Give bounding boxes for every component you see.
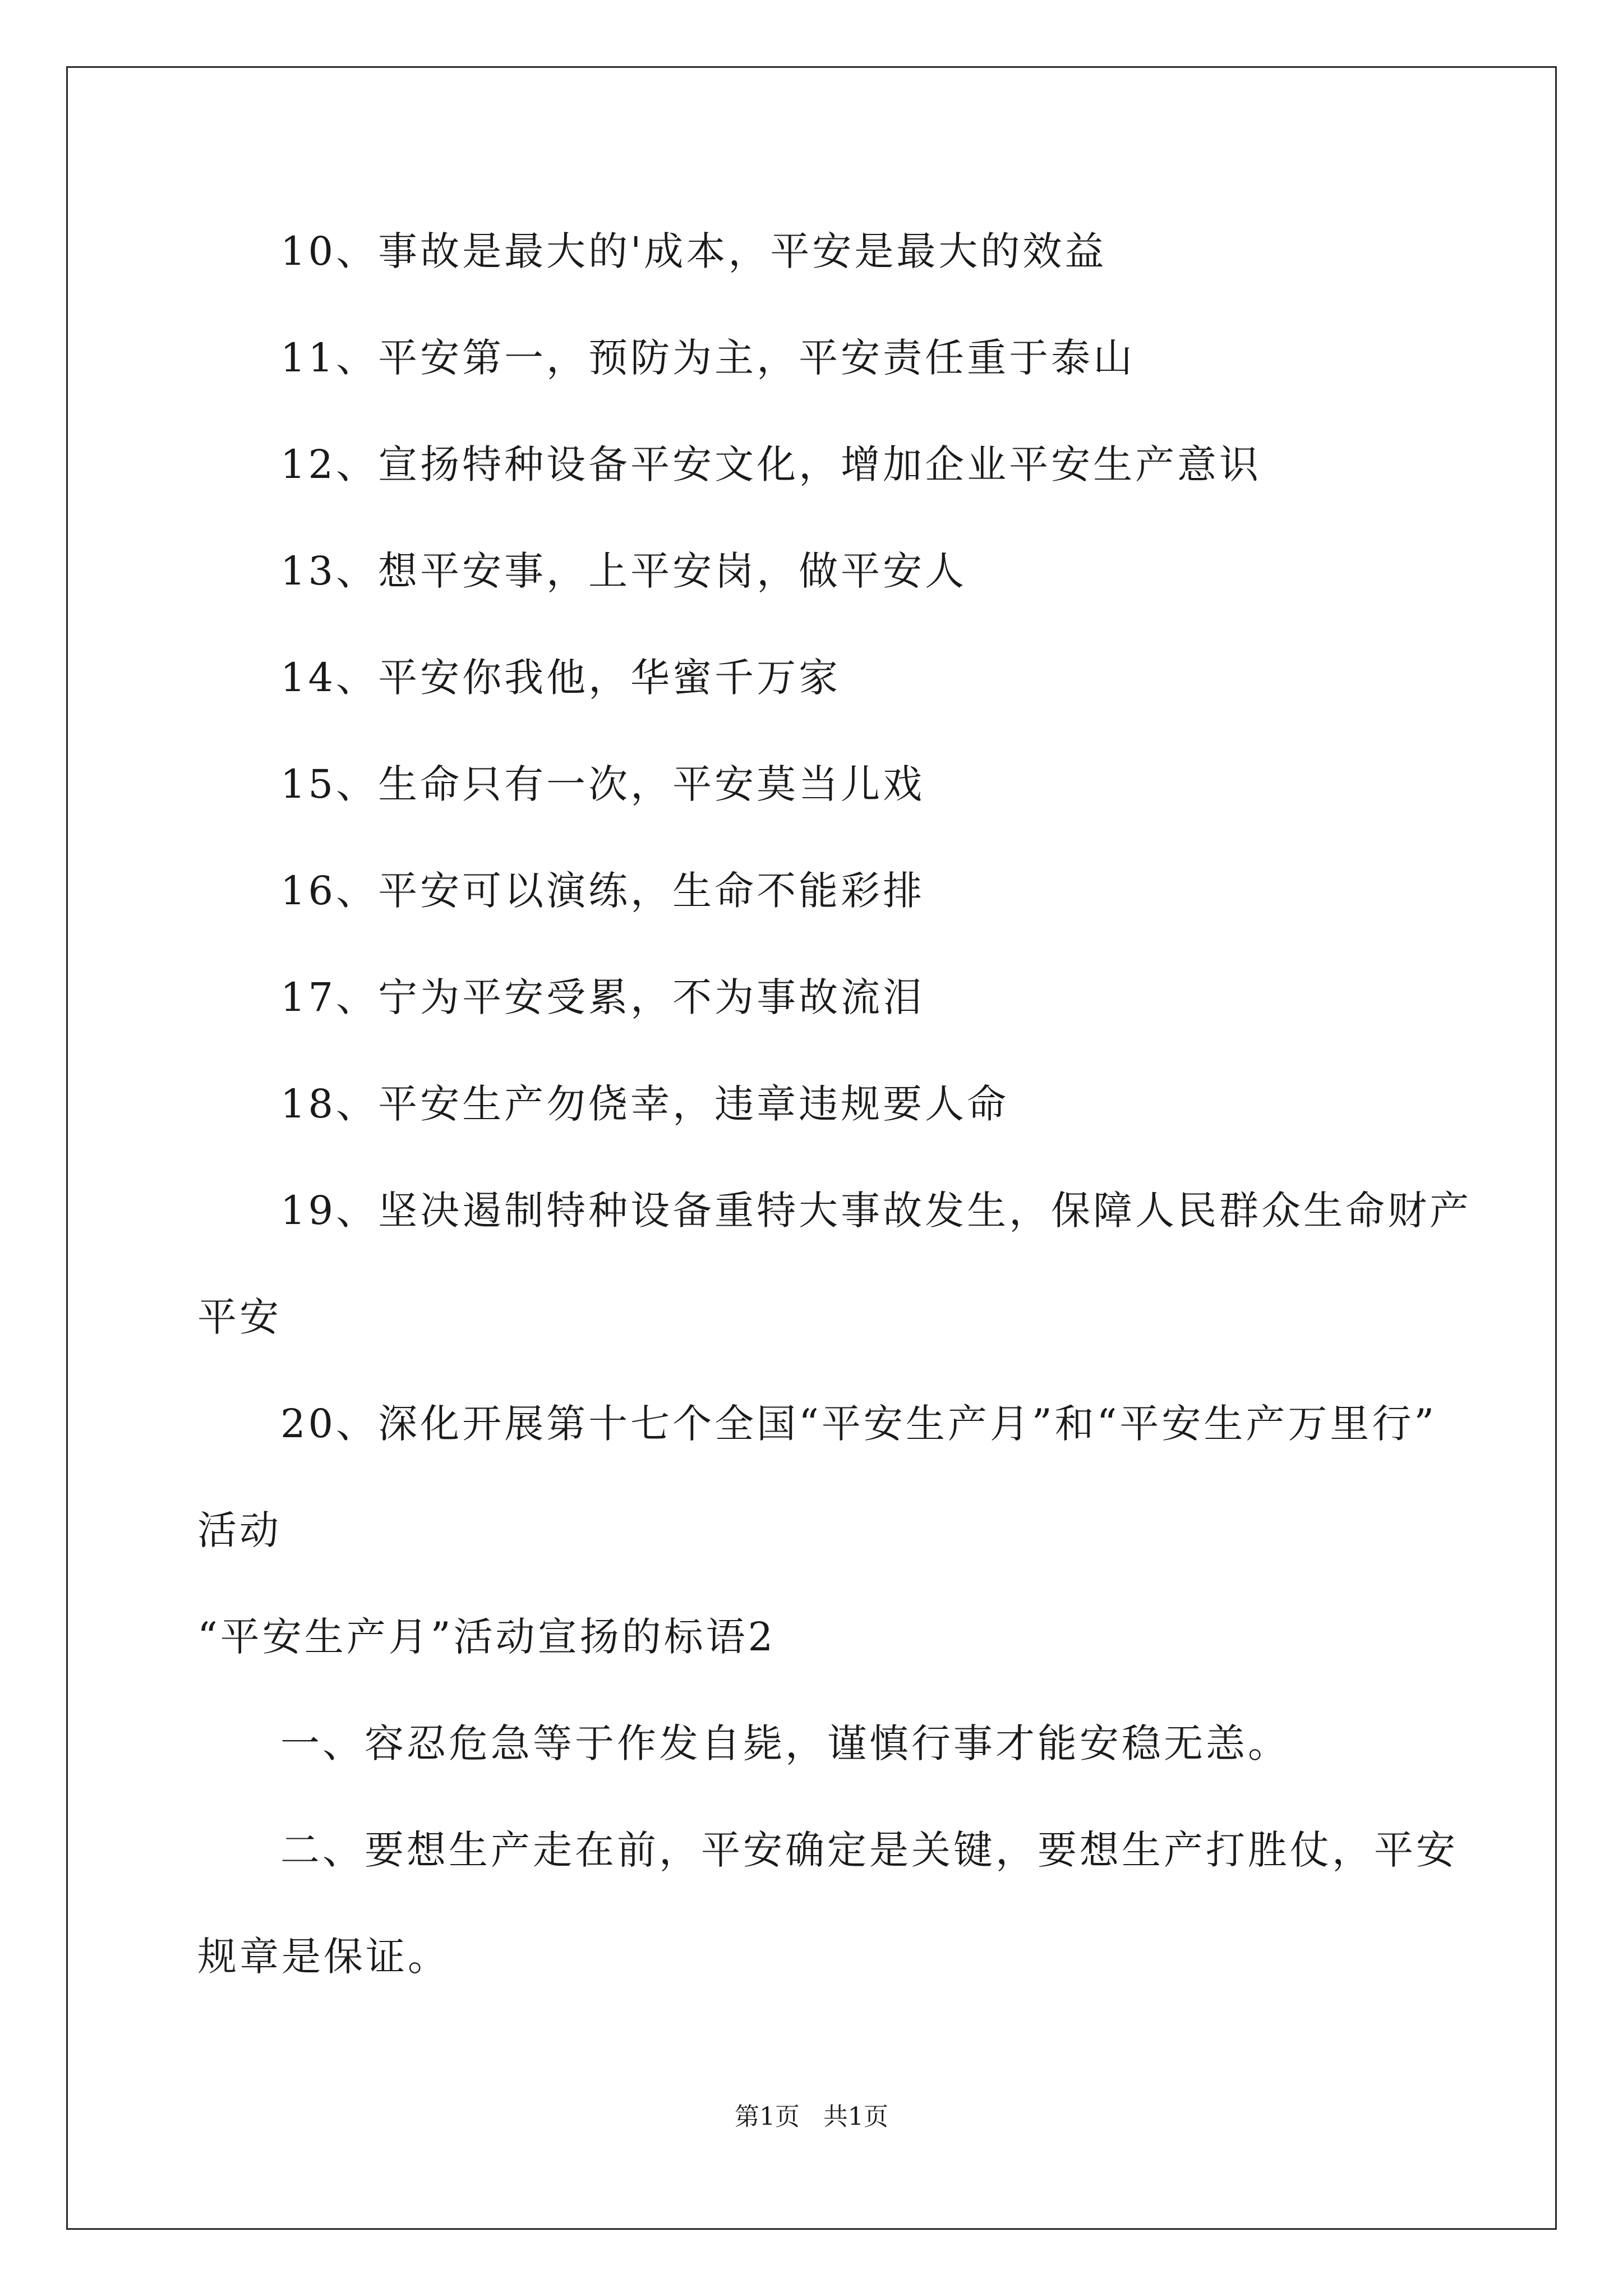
slogan-line-12: 12、宣扬特种设备平安文化，增加企业平安生产意识 <box>280 441 1262 487</box>
slogan-line-20: 20、深化开展第十七个全国“平安生产月”和“平安生产万里行” <box>280 1401 1437 1447</box>
slogan-line-18: 18、平安生产勿侥幸，违章违规要人命 <box>280 1081 1009 1127</box>
slogan-line-11: 11、平安第一，预防为主，平安责任重于泰山 <box>280 335 1136 381</box>
slogan-line-16: 16、平安可以演练，生命不能彩排 <box>280 868 925 914</box>
slogan-line-20-continuation: 活动 <box>197 1507 282 1553</box>
slogan-item-one: 一、容忍危急等于作发自毙，谨慎行事才能安稳无恙。 <box>280 1720 1290 1766</box>
slogan-line-19-continuation: 平安 <box>197 1294 282 1340</box>
slogan-line-19: 19、坚决遏制特种设备重特大事故发生，保障人民群众生命财产 <box>280 1188 1472 1234</box>
slogan-item-two-continuation: 规章是保证。 <box>197 1934 450 1980</box>
slogan-line-15: 15、生命只有一次，平安莫当儿戏 <box>280 761 925 807</box>
page-border <box>66 66 1557 2230</box>
page-number-footer: 第1页 共1页 <box>735 2102 888 2131</box>
slogan-item-two: 二、要想生产走在前，平安确定是关键，要想生产打胜仗，平安 <box>280 1827 1458 1873</box>
slogan-line-10: 10、事故是最大的'成本，平安是最大的效益 <box>280 228 1107 274</box>
slogan-line-13: 13、想平安事，上平安岗，做平安人 <box>280 548 967 594</box>
section-heading: “平安生产月”活动宣扬的标语2 <box>197 1614 776 1660</box>
slogan-line-14: 14、平安你我他，华蜜千万家 <box>280 655 841 701</box>
slogan-line-17: 17、宁为平安受累，不为事故流泪 <box>280 974 925 1020</box>
